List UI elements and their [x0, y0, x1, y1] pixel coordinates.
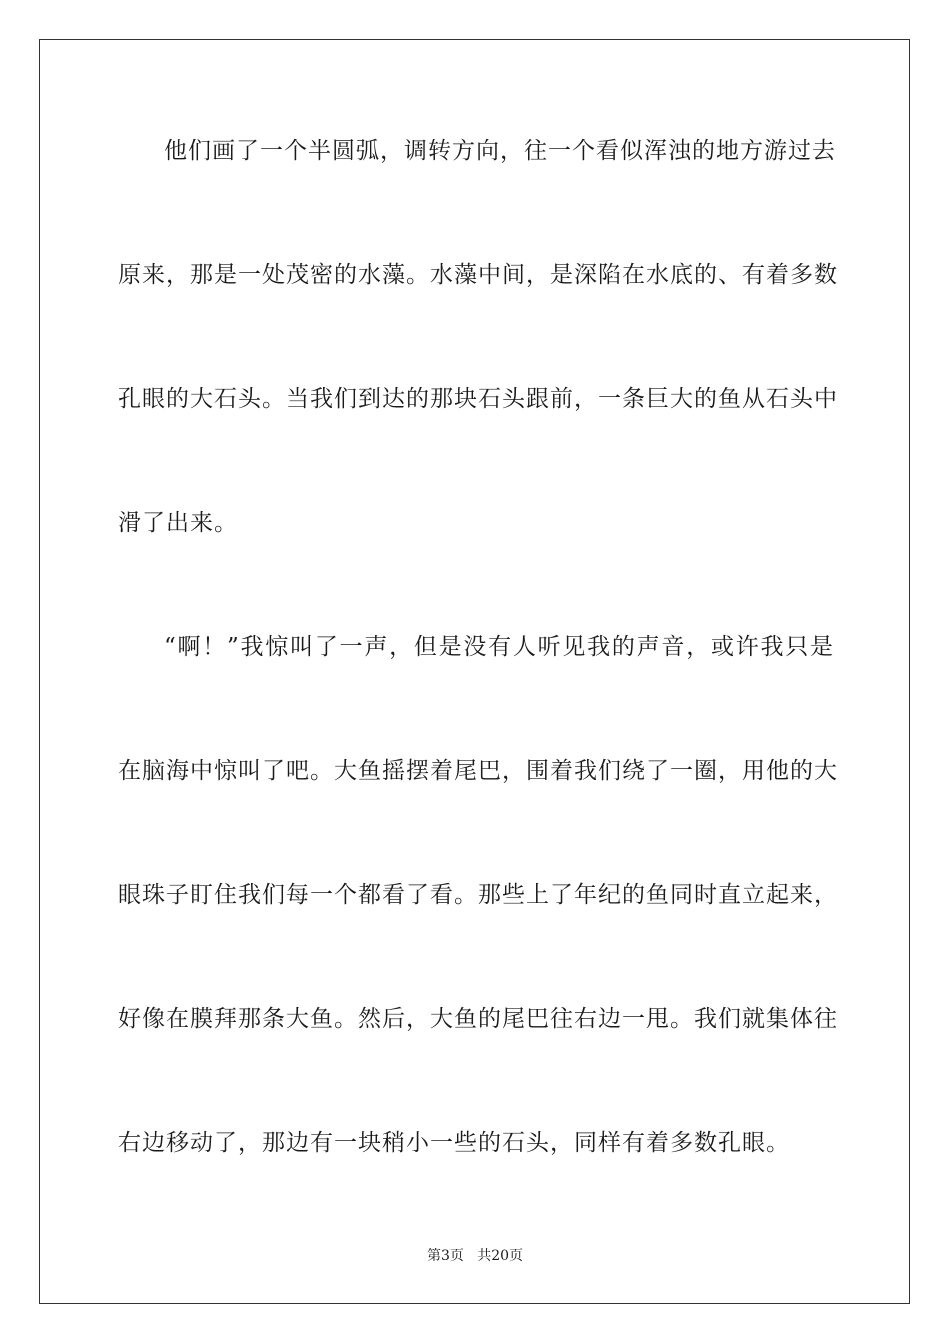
- paragraph-1-line-2: 原来，那是一处茂密的水藻。水藻中间，是深陷在水底的、有着多数: [118, 262, 838, 288]
- paragraph-2-line-5: 右边移动了，那边有一块稍小一些的石头，同样有着多数孔眼。: [118, 1130, 790, 1156]
- page-border: [39, 39, 910, 1304]
- paragraph-1-line-4: 滑了出来。: [118, 510, 238, 536]
- paragraph-2-line-3: 眼珠子盯住我们每一个都看了看。那些上了年纪的鱼同时直立起来，: [118, 882, 838, 908]
- paragraph-2-line-2: 在脑海中惊叫了吧。大鱼摇摆着尾巴，围着我们绕了一圈，用他的大: [118, 758, 838, 784]
- paragraph-2-line-4: 好像在膜拜那条大鱼。然后，大鱼的尾巴往右边一甩。我们就集体往: [118, 1006, 838, 1032]
- paragraph-2-line-1: “啊！”我惊叫了一声，但是没有人听见我的声音，或许我只是: [164, 634, 834, 660]
- paragraph-1-line-3: 孔眼的大石头。当我们到达的那块石头跟前，一条巨大的鱼从石头中: [118, 386, 838, 412]
- page-number-footer: 第3页 共20页: [426, 1248, 524, 1264]
- paragraph-1-line-1: 他们画了一个半圆弧，调转方向，往一个看似浑浊的地方游过去: [164, 138, 836, 164]
